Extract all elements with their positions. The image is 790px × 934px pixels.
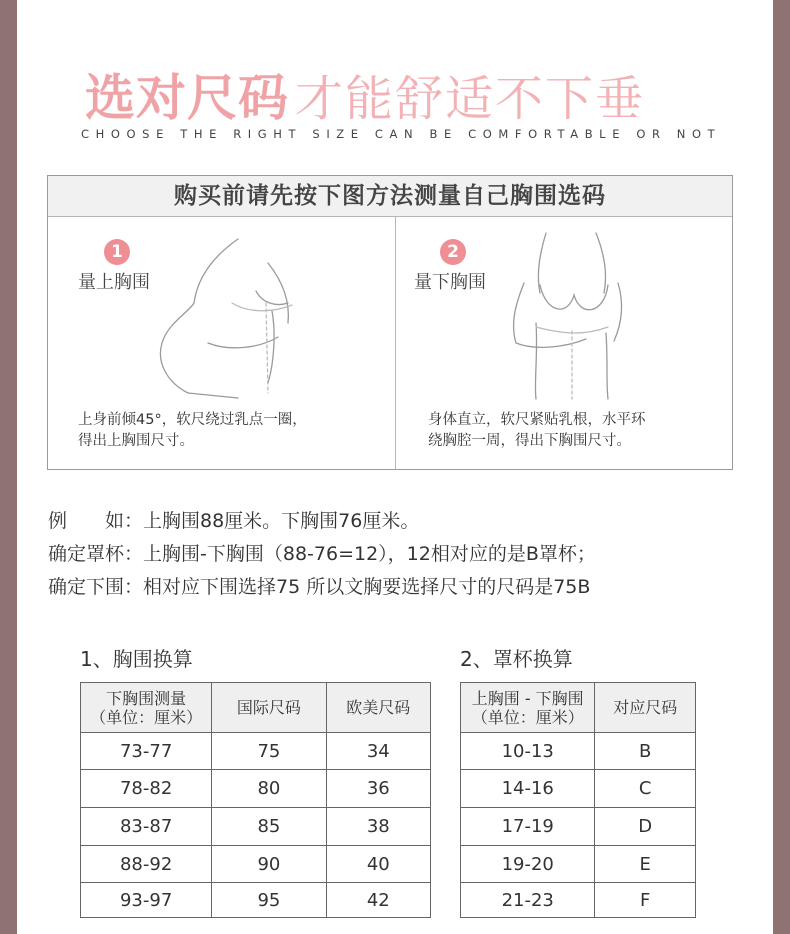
table-row [461, 883, 696, 918]
table-row [81, 846, 431, 883]
title-light: 才能舒适不下垂 [295, 71, 646, 127]
table-row [461, 808, 696, 846]
example-line: 确定下围：相对应下围选择75 所以文胸要选择尺寸的尺码是75B [48, 576, 591, 598]
table-cell: 85 [212, 808, 326, 846]
example-line: 确定罩杯：上胸围-下胸围（88-76=12），12相对应的是B罩杯； [48, 543, 596, 565]
table-cell: D [595, 808, 696, 846]
step-label: 量上胸围 [78, 272, 150, 293]
measure-panel [47, 175, 733, 470]
example-block [48, 505, 596, 604]
table-cell: F [595, 883, 696, 918]
table-cell: 40 [326, 846, 430, 883]
step-number: 1 [104, 239, 130, 265]
cup-conversion-table [460, 682, 696, 918]
table-row [81, 883, 431, 918]
table-header-row [81, 683, 431, 733]
table-cell: E [595, 846, 696, 883]
table-cell: 78-82 [81, 770, 212, 808]
header-line: （单位：厘米） [471, 707, 584, 727]
table-row [81, 770, 431, 808]
step-upper-bust [48, 217, 396, 469]
table-row [81, 808, 431, 846]
table-cell: 19-20 [461, 846, 595, 883]
table-header-cell: 国际尺码 [212, 683, 326, 733]
table-cell: 17-19 [461, 808, 595, 846]
table-cell: 21-23 [461, 883, 595, 918]
table-row [461, 733, 696, 770]
table-header-row [461, 683, 696, 733]
table-cell: 75 [212, 733, 326, 770]
table-cell: 34 [326, 733, 430, 770]
step-desc-line: 身体直立，软尺紧贴乳根，水平环 [428, 412, 646, 428]
step-desc-line: 上身前倾45°，软尺绕过乳点一圈， [78, 412, 307, 428]
table-cell: 36 [326, 770, 430, 808]
table-header-cell: 对应尺码 [595, 683, 696, 733]
table-cell: 88-92 [81, 846, 212, 883]
title [85, 58, 645, 130]
table-header-cell: 欧美尺码 [326, 683, 430, 733]
bust-conversion-title: 1、胸围换算 [80, 647, 193, 671]
table-cell: 10-13 [461, 733, 595, 770]
table-row [461, 770, 696, 808]
table-cell: C [595, 770, 696, 808]
table-cell: 83-87 [81, 808, 212, 846]
step-number: 2 [440, 239, 466, 265]
upper-bust-illustration-icon [148, 233, 308, 403]
table-row [461, 846, 696, 883]
example-line: 例 如：上胸围88厘米。下胸围76厘米。 [48, 510, 420, 532]
table-cell: 42 [326, 883, 430, 918]
table-cell: B [595, 733, 696, 770]
title-bold: 选对尺码 [85, 68, 289, 127]
table-cell: 93-97 [81, 883, 212, 918]
table-cell: 80 [212, 770, 326, 808]
table-cell: 90 [212, 846, 326, 883]
table-cell: 73-77 [81, 733, 212, 770]
table-header-cell [461, 683, 595, 733]
under-bust-illustration-icon [496, 223, 646, 403]
table-row [81, 733, 431, 770]
header-line: 上胸围 - 下胸围 [471, 688, 584, 708]
table-cell: 38 [326, 808, 430, 846]
header-line: （单位：厘米） [90, 707, 203, 727]
step-desc [428, 410, 646, 452]
table-header-cell [81, 683, 212, 733]
step-desc-line: 得出上胸围尺寸。 [78, 433, 194, 449]
table-cell: 14-16 [461, 770, 595, 808]
measure-heading: 购买前请先按下图方法测量自己胸围选码 [48, 176, 732, 217]
step-label: 量下胸围 [414, 272, 486, 293]
table-cell: 95 [212, 883, 326, 918]
subtitle: CHOOSE THE RIGHT SIZE CAN BE COMFORTABLE OR NOT [81, 127, 722, 141]
step-under-bust [396, 217, 732, 469]
header-line: 下胸围测量 [106, 688, 187, 708]
cup-conversion-title: 2、罩杯换算 [460, 647, 573, 671]
bust-conversion-table [80, 682, 431, 918]
step-desc [78, 410, 307, 452]
step-desc-line: 绕胸腔一周，得出下胸围尺寸。 [428, 433, 631, 449]
page [17, 0, 773, 934]
